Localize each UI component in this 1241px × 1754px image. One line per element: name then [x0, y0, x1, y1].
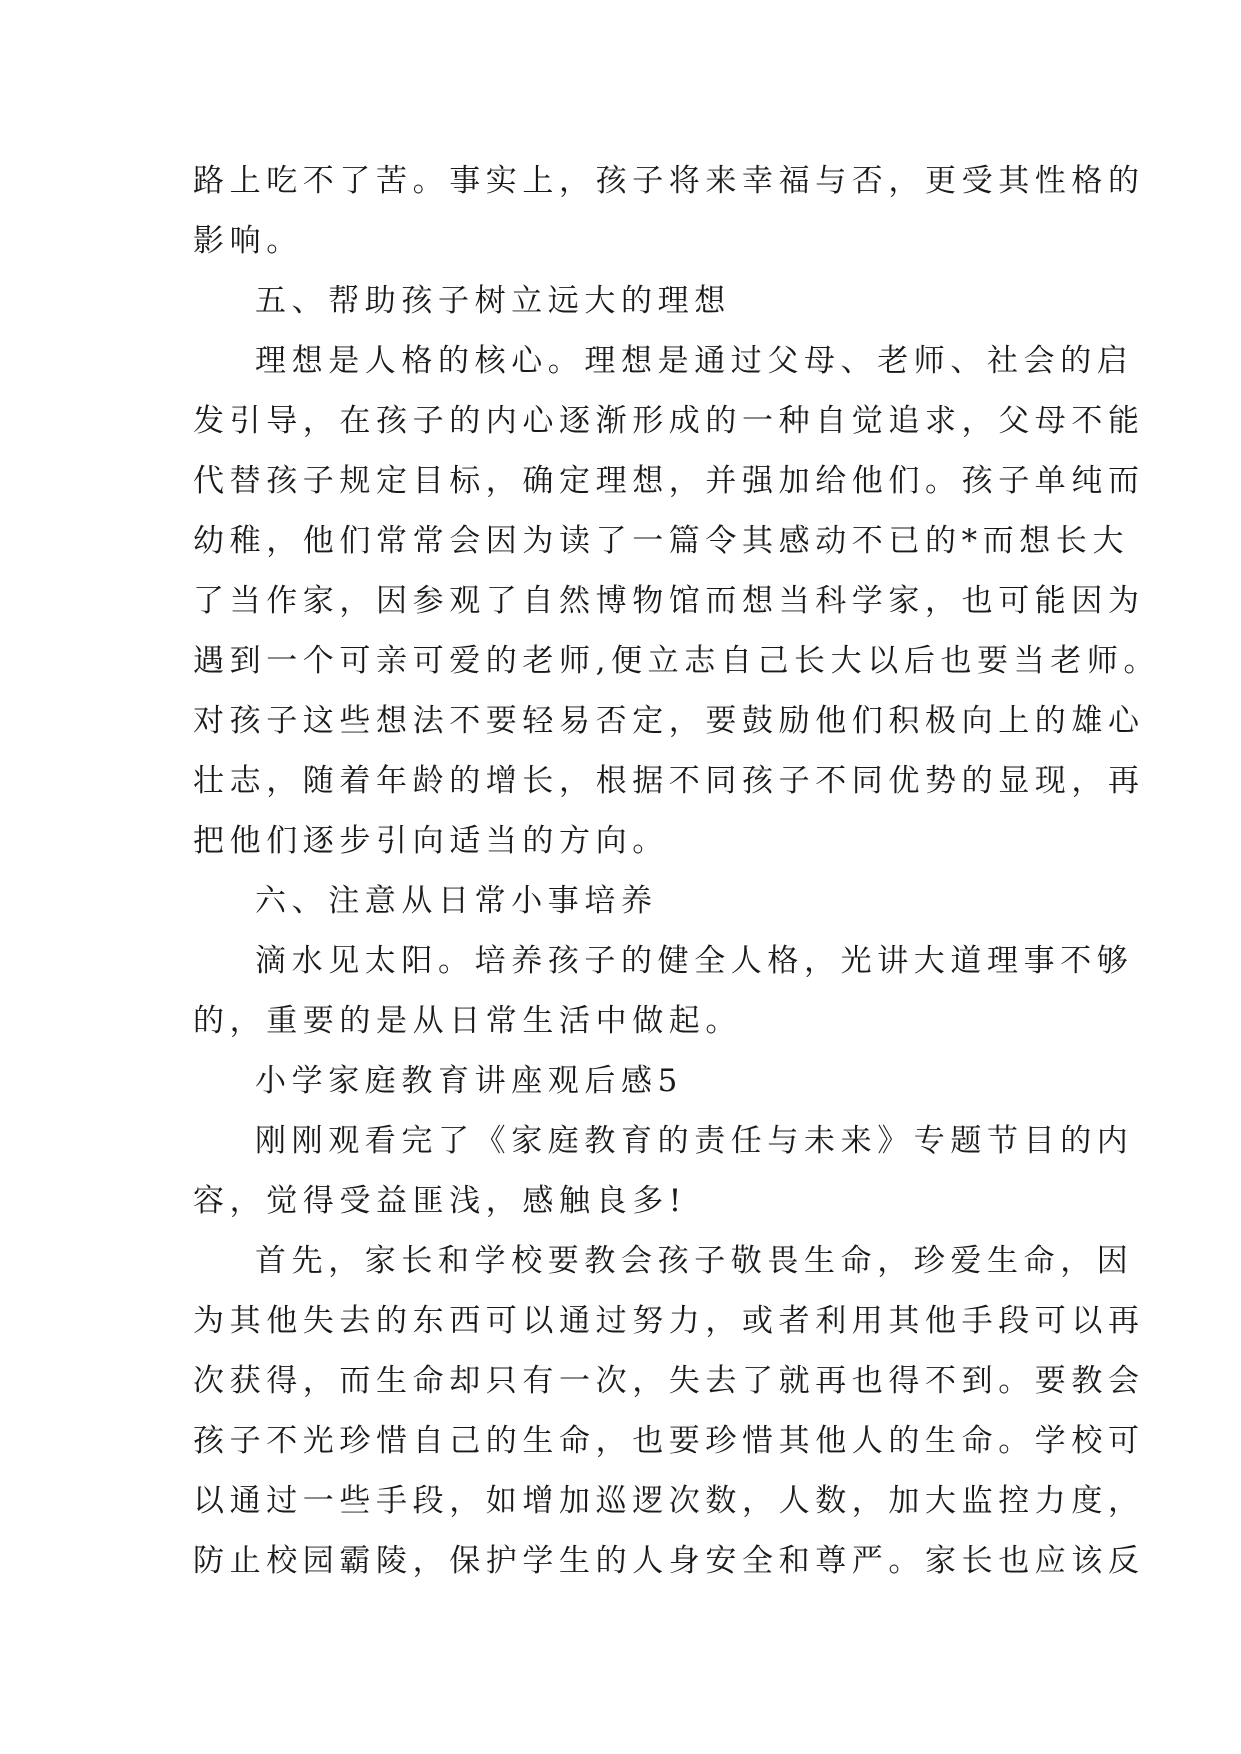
- text-line: 容，觉得受益匪浅，感触良多!: [193, 1183, 687, 1219]
- text-line: 孩子不光珍惜自己的生命，也要珍惜其他人的生命。学校可: [193, 1423, 1145, 1459]
- text-line: 发引导，在孩子的内心逐渐形成的一种自觉追求，父母不能: [193, 403, 1145, 439]
- text-line: 以通过一些手段，如增加巡逻次数，人数，加大监控力度，: [193, 1483, 1145, 1519]
- text-line: 六、注意从日常小事培养: [255, 883, 658, 919]
- text-line: 次获得，而生命却只有一次，失去了就再也得不到。要教会: [193, 1363, 1145, 1399]
- text-line: 路上吃不了苦。事实上，孩子将来幸福与否，更受其性格的: [193, 163, 1145, 199]
- text-line: 影响。: [193, 223, 303, 259]
- text-line: 为其他失去的东西可以通过努力，或者利用其他手段可以再: [193, 1303, 1145, 1339]
- text-line: 防止校园霸陵，保护学生的人身安全和尊严。家长也应该反: [193, 1543, 1145, 1579]
- text-line: 对孩子这些想法不要轻易否定，要鼓励他们积极向上的雄心: [193, 703, 1145, 739]
- text-line: 理想是人格的核心。理想是通过父母、老师、社会的启: [255, 343, 1134, 379]
- text-line: 刚刚观看完了《家庭教育的责任与未来》专题节目的内: [255, 1123, 1134, 1159]
- document-body: [193, 151, 1161, 1591]
- text-line: 小学家庭教育讲座观后感5: [255, 1063, 683, 1099]
- text-line: 幼稚，他们常常会因为读了一篇令其感动不已的*而想长大: [193, 523, 1130, 559]
- text-line: 五、帮助孩子树立远大的理想: [255, 283, 731, 319]
- text-line: 的，重要的是从日常生活中做起。: [193, 1003, 742, 1039]
- text-line: 把他们逐步引向适当的方向。: [193, 823, 669, 859]
- text-line: 遇到一个可亲可爱的老师,便立志自己长大以后也要当老师。: [193, 643, 1161, 679]
- text-line: 了当作家，因参观了自然博物馆而想当科学家，也可能因为: [193, 583, 1145, 619]
- text-line: 代替孩子规定目标，确定理想，并强加给他们。孩子单纯而: [193, 463, 1145, 499]
- text-line: 壮志，随着年龄的增长，根据不同孩子不同优势的显现，再: [193, 763, 1145, 799]
- text-line: 首先，家长和学校要教会孩子敬畏生命，珍爱生命，因: [255, 1243, 1134, 1279]
- text-line: 滴水见太阳。培养孩子的健全人格，光讲大道理事不够: [255, 943, 1134, 979]
